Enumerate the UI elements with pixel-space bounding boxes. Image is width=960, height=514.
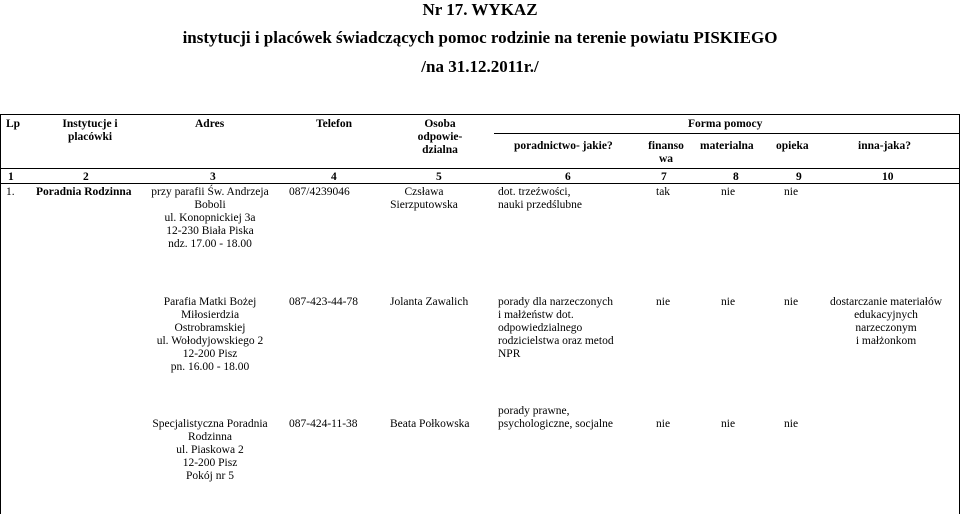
row2-poradnictwo: porady dla narzeczonych i małżeństw dot. odpowiedzialnego rodzicielstwa oraz metod NPR <box>498 296 614 360</box>
row2-phone: 087-423-44-78 <box>289 296 358 308</box>
header-materialna: materialna <box>700 140 754 152</box>
header-person: Osoba odpowie- dzialna <box>417 118 463 156</box>
column-number-9: 9 <box>796 171 802 183</box>
column-number-1: 1 <box>8 171 14 183</box>
header-forma-pomocy: Forma pomocy <box>688 118 763 130</box>
forma-pomocy-divider <box>494 133 960 134</box>
column-number-2: 2 <box>83 171 89 183</box>
header-inna: inna-jaka? <box>858 140 912 152</box>
row2-opieka: nie <box>784 296 799 308</box>
header-poradnictwo: poradnictwo- jakie? <box>514 140 613 152</box>
row3-opieka: nie <box>784 418 799 430</box>
header-address: Adres <box>195 118 225 130</box>
row1-phone: 087/4239046 <box>289 186 350 198</box>
column-number-10: 10 <box>882 171 894 183</box>
row3-address: Specjalistyczna Poradnia Rodzinna ul. Piaskowa 2 12-200 Pisz Pokój nr 5 <box>152 418 268 482</box>
header-phone: Telefon <box>316 118 352 130</box>
column-number-5: 5 <box>436 171 442 183</box>
row2-materialna: nie <box>721 296 736 308</box>
table-top-border <box>0 114 960 115</box>
row3-materialna: nie <box>721 418 736 430</box>
header-finansowa: finanso wa <box>648 140 684 165</box>
row3-poradnictwo: porady prawne, psychologiczne, socjalne <box>498 405 613 430</box>
header-institution: Instytucje i placówki <box>62 118 118 143</box>
column-number-7: 7 <box>661 171 667 183</box>
document-title: instytucji i placówek świadczących pomoc rodzinie na terenie powiatu PISKIEGO <box>182 28 778 47</box>
column-number-8: 8 <box>733 171 739 183</box>
row2-address: Parafia Matki Bożej Miłosierdzia Ostrobramskiej ul. Wołodyjowskiego 2 12-200 Pisz pn. 16.00 - 18.00 <box>156 296 264 373</box>
row2-person: Jolanta Zawalich <box>390 296 469 308</box>
header-bottom-border <box>0 168 960 169</box>
row1-person: Czsława Sierzputowska <box>390 186 458 211</box>
row3-phone: 087-424-11-38 <box>289 418 358 430</box>
header-lp: Lp <box>6 118 21 130</box>
row1-materialna: nie <box>721 186 736 198</box>
row2-finansowa: nie <box>656 296 671 308</box>
row1-finansowa: tak <box>656 186 671 198</box>
row3-person: Beata Połkowska <box>390 418 470 430</box>
row1-opieka: nie <box>784 186 799 198</box>
header-opieka: opieka <box>776 140 809 152</box>
row1-poradnictwo: dot. trzeźwości, nauki przedślubne <box>498 186 582 211</box>
column-numbers-bottom-border <box>0 183 960 184</box>
row1-address: przy parafii Św. Andrzeja Boboli ul. Konopnickiej 3a 12-230 Biała Piska ndz. 17.00 - 18.00 <box>151 186 269 250</box>
table-left-border <box>0 114 1 514</box>
row1-lp: 1. <box>6 186 15 198</box>
document-number: Nr 17. WYKAZ <box>422 0 538 19</box>
column-number-3: 3 <box>210 171 216 183</box>
row2-inna: dostarczanie materiałów edukacyjnych narzeczonym i małżonkom <box>829 296 943 347</box>
column-number-6: 6 <box>565 171 571 183</box>
column-number-4: 4 <box>331 171 337 183</box>
document-date: /na 31.12.2011r./ <box>421 57 539 76</box>
row3-finansowa: nie <box>656 418 671 430</box>
row1-institution: Poradnia Rodzinna <box>36 186 132 198</box>
